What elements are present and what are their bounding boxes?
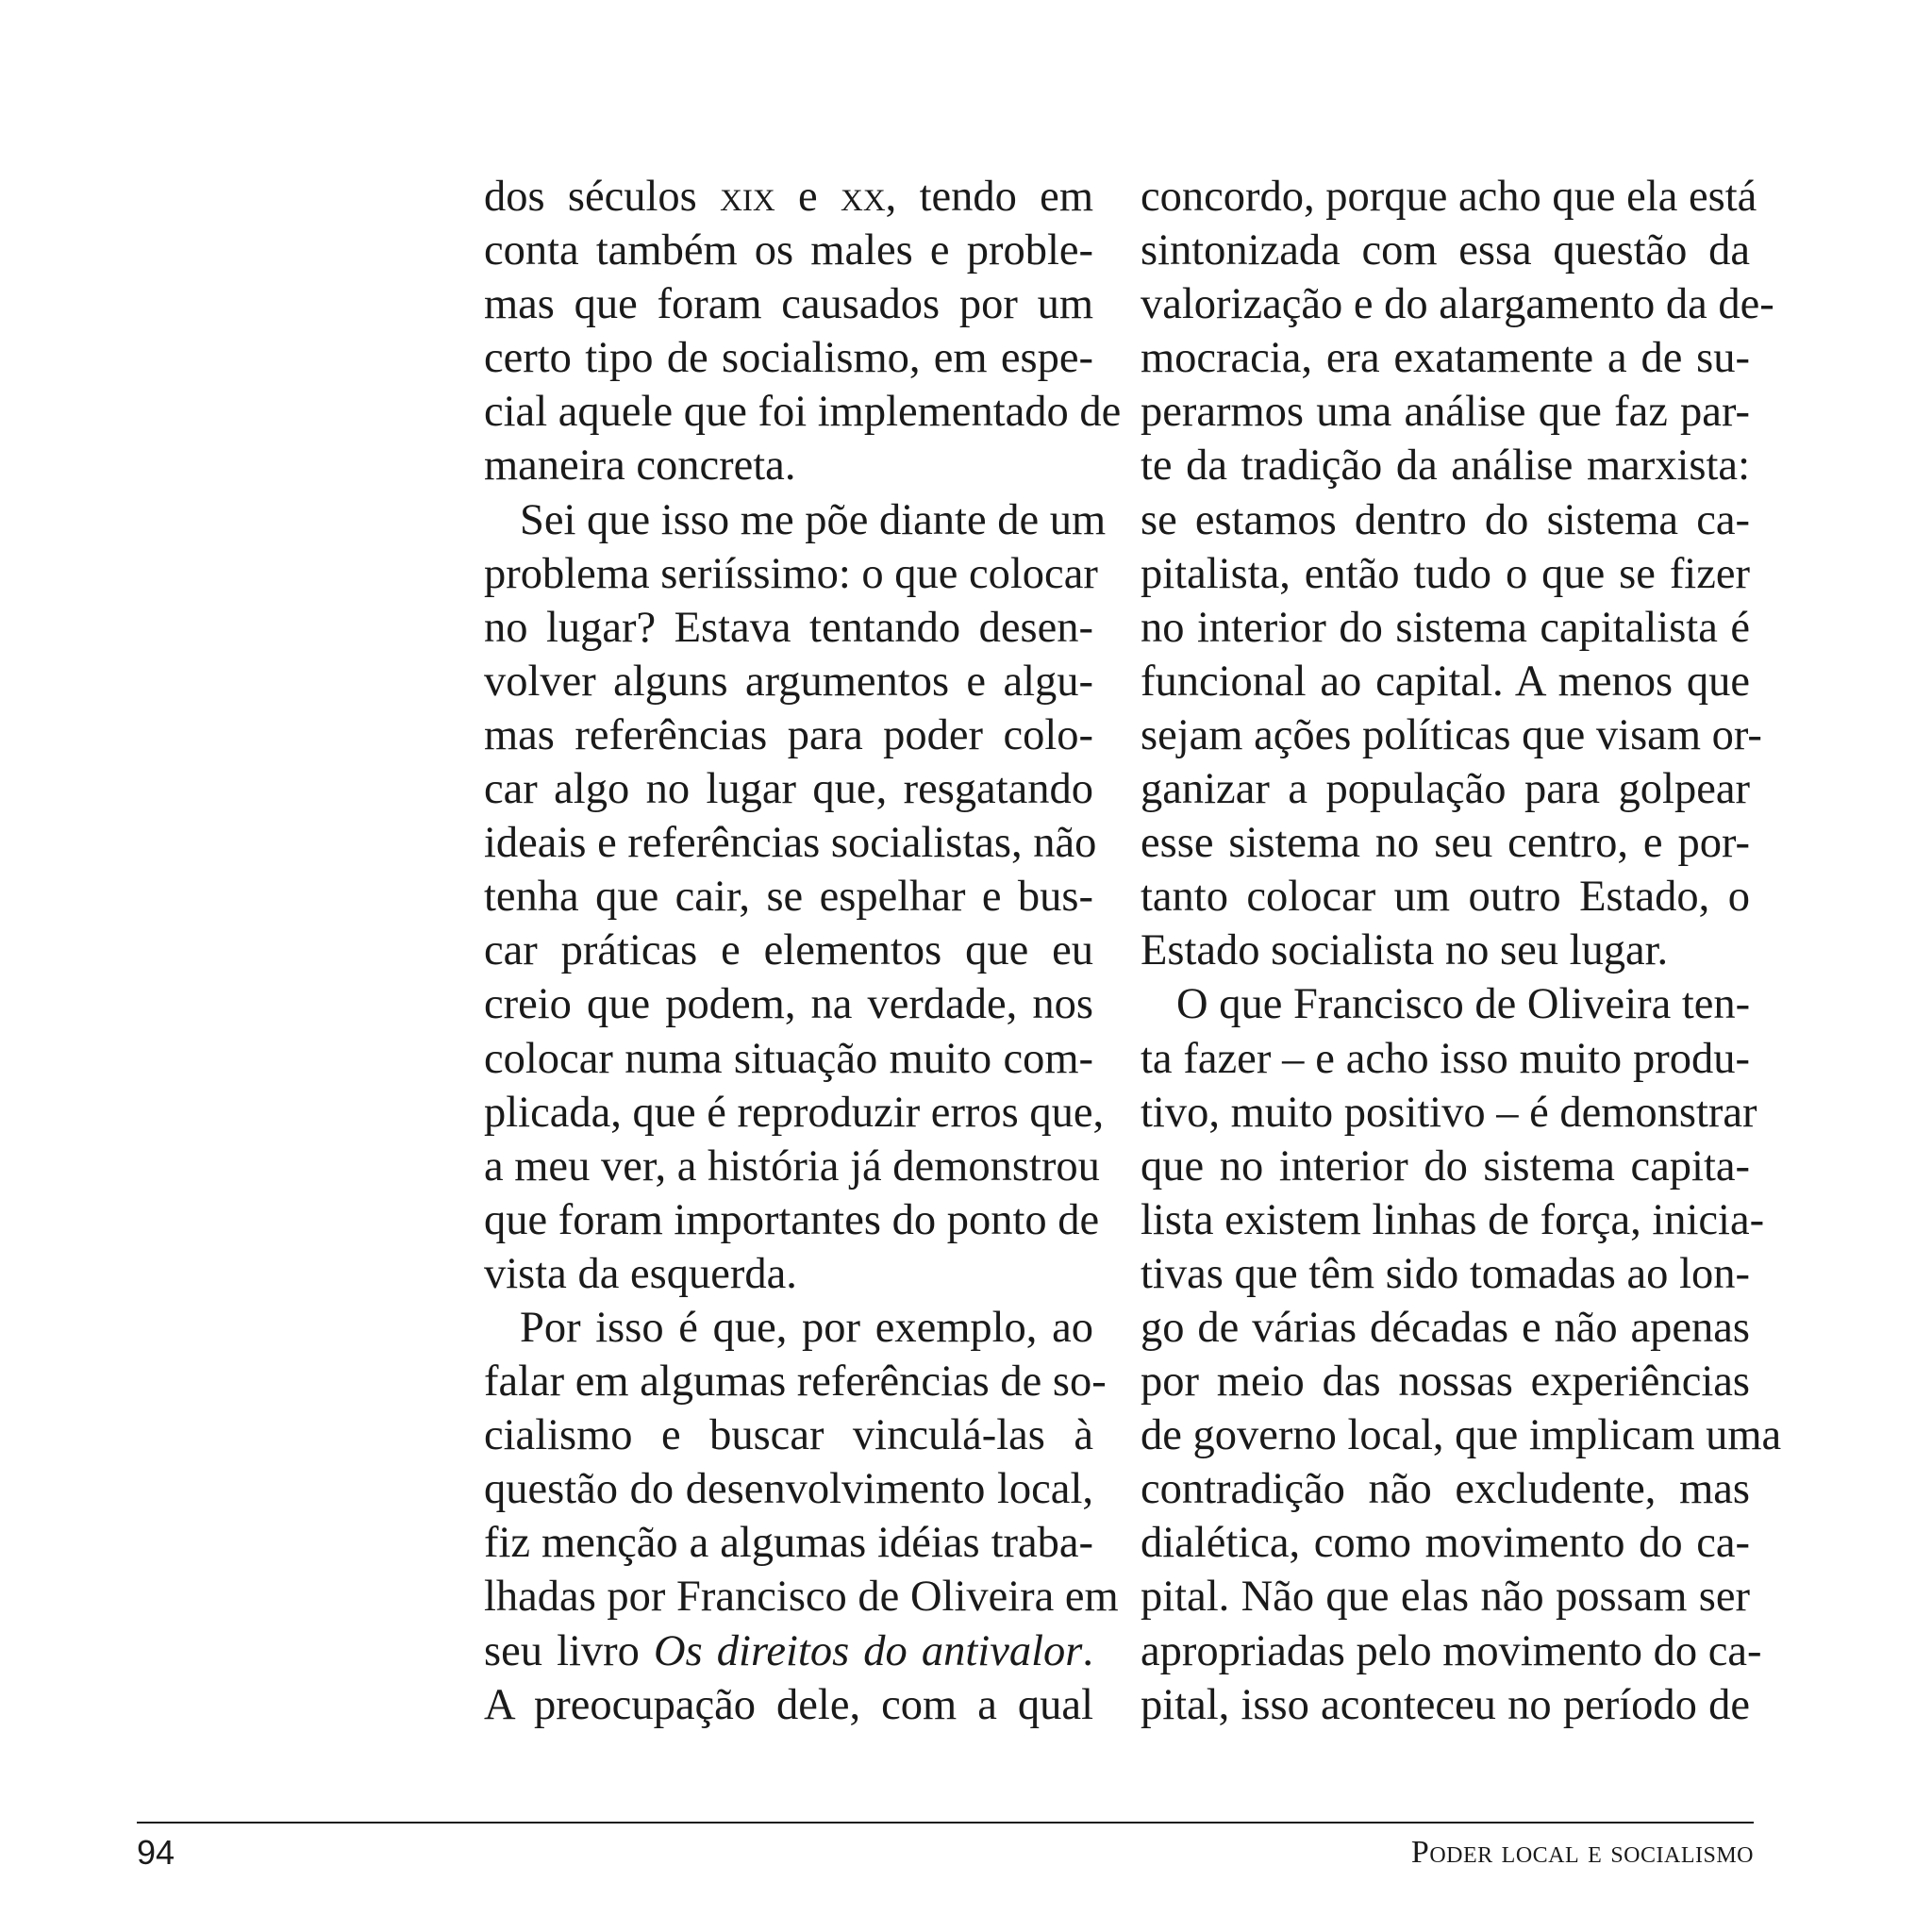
text-line: esse sistema no seu centro, e por- [1141,819,1750,868]
text-line: ideais e referências socialistas, não [484,819,1097,868]
text-line: A preocupação dele, com a qual [484,1680,1093,1729]
text-line: valorização e do alargamento da de- [1141,280,1774,329]
text-line: conta também os males e proble- [484,226,1093,275]
text-line: car práticas e elementos que eu [484,926,1093,975]
text-line: apropriadas pelo movimento do ca- [1141,1626,1762,1675]
text-line: perarmos uma análise que faz par- [1141,388,1750,437]
text-line: maneira concreta. [484,441,796,491]
text-line: dos séculos xix e xx, tendo em [484,173,1093,221]
right-text-column [1141,170,1782,1732]
text-line: contradição não excludente, mas [1141,1465,1750,1514]
page-number: 94 [137,1833,175,1872]
text-line: que foram importantes do ponto de [484,1195,1100,1244]
text-line: plicada, que é reproduzir erros que, [484,1088,1105,1137]
text-line: pitalista, então tudo o que se fizer [1141,549,1750,598]
text-line: sintonizada com essa questão da [1141,226,1750,275]
text-line: mas referências para poder colo- [484,710,1093,759]
paragraph-first-line: Por isso é que, por exemplo, ao [520,1303,1093,1352]
paragraph-first-line: Sei que isso me põe diante de um [520,495,1107,544]
text-line: colocar numa situação muito com- [484,1034,1093,1083]
text-line: dialética, como movimento do ca- [1141,1519,1750,1568]
text-line: tenha que cair, se espelhar e bus- [484,873,1093,922]
text-line: lhadas por Francisco de Oliveira em [484,1573,1119,1622]
text-line: tanto colocar um outro Estado, o [1141,873,1750,922]
text-line: seu livro Os direitos do antivalor. [484,1626,1093,1675]
text-line: por meio das nossas experiências [1141,1357,1750,1407]
text-line: sejam ações políticas que visam or- [1141,710,1762,759]
text-line: pital, isso aconteceu no período de [1141,1680,1750,1729]
left-text-column [484,170,1122,1732]
text-line: volver alguns argumentos e algu- [484,657,1093,706]
book-title: Os direitos do antivalor [654,1626,1083,1675]
text-line: Estado socialista no seu lugar. [1141,926,1669,975]
paragraph-first-line: O que Francisco de Oliveira ten- [1176,980,1751,1029]
text-line: concordo, porque acho que ela está [1141,173,1757,221]
text-line: problema seriíssimo: o que colocar [484,549,1098,598]
text-line: no interior do sistema capitalista é [1141,603,1750,652]
text-line: lista existem linhas de força, inicia- [1141,1195,1765,1244]
text-line: que no interior do sistema capita- [1141,1141,1750,1191]
text-line: a meu ver, a história já demonstrou [484,1141,1100,1191]
footer-rule [137,1822,1754,1824]
text-line: certo tipo de socialismo, em espe- [484,334,1093,383]
text-line: fiz menção a algumas idéias traba- [484,1519,1093,1568]
text-line: mocracia, era exatamente a de su- [1141,334,1750,383]
text-line: tivo, muito positivo – é demonstrar [1141,1088,1757,1137]
text-line: cialismo e buscar vinculá-las à [484,1411,1093,1460]
text-line: tivas que têm sido tomadas ao lon- [1141,1249,1750,1298]
running-title: Poder local e socialismo [1410,1835,1754,1870]
text-line: ganizar a população para golpear [1141,765,1750,814]
text-line: vista da esquerda. [484,1249,797,1298]
text-line: pital. Não que elas não possam ser [1141,1573,1750,1622]
text-line: falar em algumas referências de so- [484,1357,1107,1407]
text-line: car algo no lugar que, resgatando [484,765,1093,814]
text-line: cial aquele que foi implementado de [484,388,1122,437]
text-line: creio que podem, na verdade, nos [484,980,1093,1029]
text-line: de governo local, que implicam uma [1141,1411,1782,1460]
text-line: se estamos dentro do sistema ca- [1141,495,1750,544]
text-line: ta fazer – e acho isso muito produ- [1141,1034,1750,1083]
text-line: questão do desenvolvimento local, [484,1465,1093,1514]
text-line: no lugar? Estava tentando desen- [484,603,1093,652]
text-line: mas que foram causados por um [484,280,1093,329]
text-line: go de várias décadas e não apenas [1141,1303,1750,1352]
text-line: te da tradição da análise marxista: [1141,441,1750,491]
text-line: funcional ao capital. A menos que [1141,657,1750,706]
